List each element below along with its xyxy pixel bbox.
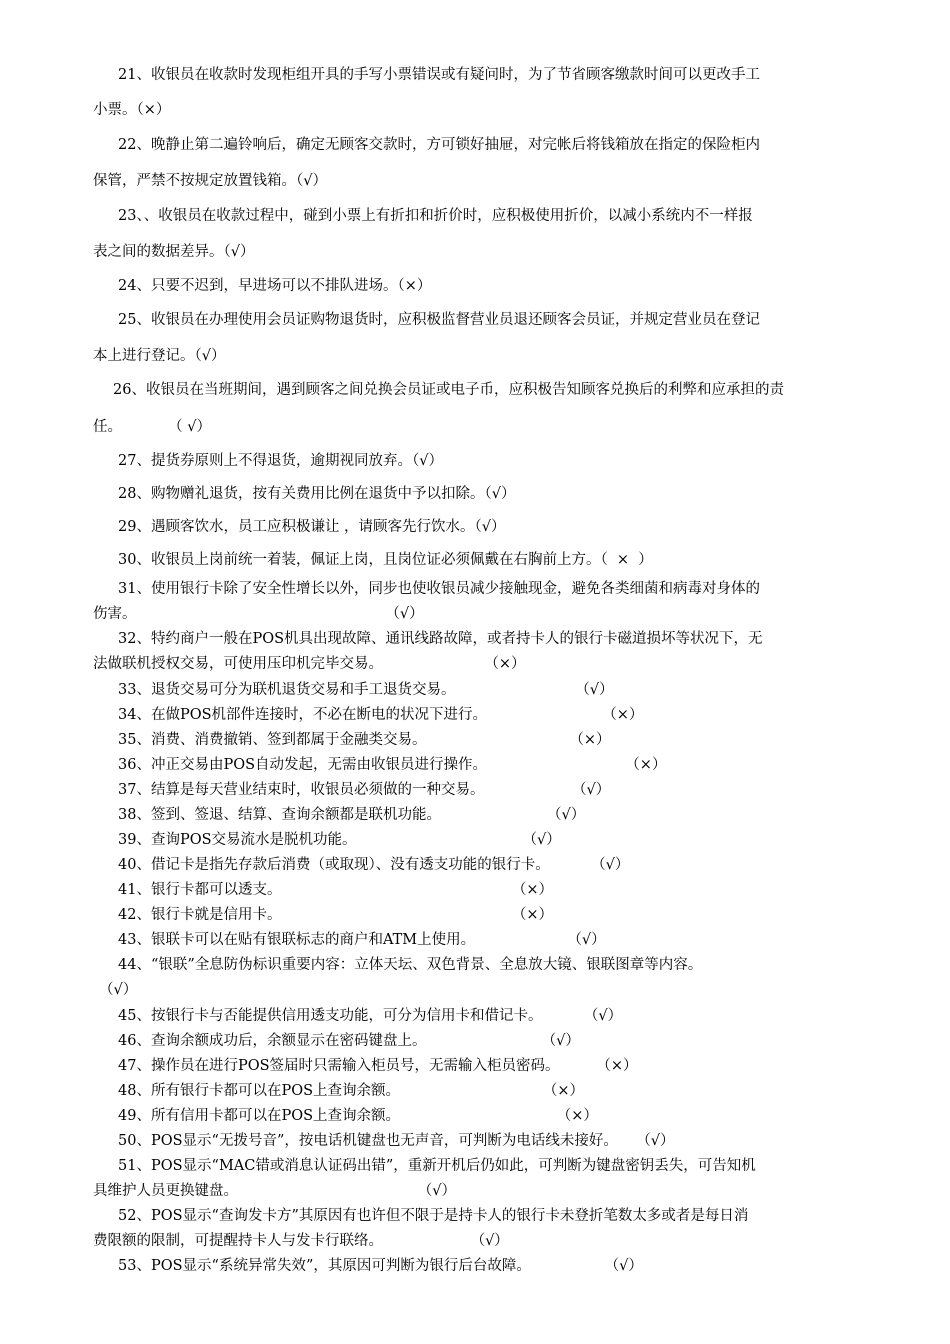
question-line: 36、冲正交易由POS自动发起，无需由收银员进行操作。 （×） xyxy=(118,757,667,773)
question-line: 52、POS显示“查询发卡方”其原因有也许但不限于是持卡人的银行卡未登折笔数太多或者是每日消 xyxy=(118,1208,749,1224)
question-line: 31、使用银行卡除了安全性增长以外，同步也使收银员减少接触现金，避免各类细菌和病毒对身体的 xyxy=(118,581,760,597)
question-line: 任。 （ √） xyxy=(93,419,211,435)
question-line: 48、所有银行卡都可以在POS上查询余额。 （×） xyxy=(118,1083,585,1099)
question-line: 33、退货交易可分为联机退货交易和手工退货交易。 （√） xyxy=(118,682,614,698)
question-line: 44、“银联”全息防伪标识重要内容：立体天坛、双色背景、全息放大镜、银联图章等内容。 xyxy=(118,957,703,973)
question-line: 保管，严禁不按规定放置钱箱。（√） xyxy=(93,173,327,189)
question-line: 本上进行登记。（√） xyxy=(93,348,226,364)
question-line: 39、查询POS交易流水是脱机功能。 （√） xyxy=(118,832,561,848)
question-line: 22、晚静止第二遍铃响后，确定无顾客交款时，方可锁好抽屉，对完帐后将钱箱放在指定的保险柜内 xyxy=(118,137,760,153)
question-line: 45、按银行卡与否能提供信用透支功能，可分为信用卡和借记卡。 （√） xyxy=(118,1008,623,1024)
question-line: 表之间的数据差异。（√） xyxy=(93,244,255,260)
question-line: 28、购物赠礼退货，按有关费用比例在退货中予以扣除。（√） xyxy=(118,486,516,502)
question-line: 小票。（×） xyxy=(93,102,171,118)
question-line: 伤害。 （√） xyxy=(93,606,424,622)
question-line: 25、收银员在办理使用会员证购物退货时，应积极监督营业员退还顾客会员证，并规定营业员在登记 xyxy=(118,312,760,328)
question-line: 49、所有信用卡都可以在POS上查询余额。 （×） xyxy=(118,1108,598,1124)
question-line: 46、查询余额成功后，余额显示在密码键盘上。 （√） xyxy=(118,1033,580,1049)
question-line: 32、特约商户一般在POS机具出现故障、通讯线路故障，或者持卡人的银行卡磁道损坏等状况下，无 xyxy=(118,631,763,647)
question-line: 具维护人员更换键盘。 （√） xyxy=(93,1183,456,1199)
question-line: 法做联机授权交易，可使用压印机完毕交易。 （×） xyxy=(93,656,526,672)
question-line: 43、银联卡可以在贴有银联标志的商户和ATM上使用。 （√） xyxy=(118,932,606,948)
question-line: 24、只要不迟到，早进场可以不排队进场。（×） xyxy=(118,278,432,294)
question-line: 50、POS显示“无拨号音”，按电话机键盘也无声音，可判断为电话线未接好。 （√） xyxy=(118,1133,675,1149)
question-line: （√） xyxy=(99,982,138,998)
question-line: 29、遇顾客饮水，员工应积极谦让 ，请顾客先行饮水。（√） xyxy=(118,519,506,535)
question-line: 21、收银员在收款时发现柜组开具的手写小票错误或有疑问时，为了节省顾客缴款时间可以更改手工 xyxy=(118,67,760,83)
question-line: 53、POS显示“系统异常失效”，其原因可判断为银行后台故障。 （√） xyxy=(118,1258,643,1274)
question-line: 51、POS显示“MAC错或消息认证码出错”，重新开机后仍如此，可判断为键盘密钥丢失，可告知机 xyxy=(118,1158,756,1174)
question-line: 23、、收银员在收款过程中，碰到小票上有折扣和折价时，应积极使用折价，以减小系统内不一样报 xyxy=(118,208,753,224)
question-line: 47、操作员在进行POS签届时只需输入柜员号，无需输入柜员密码。 （×） xyxy=(118,1058,638,1074)
question-line: 35、消费、消费撤销、签到都属于金融类交易。 （×） xyxy=(118,732,611,748)
question-line: 30、收银员上岗前统一着装，佩证上岗，且岗位证必须佩戴在右胸前上方。（ × ） xyxy=(118,552,653,568)
question-line: 26、收银员在当班期间，遇到顾客之间兑换会员证或电子币，应积极告知顾客兑换后的利弊和应承担的责 xyxy=(113,382,784,398)
question-line: 34、在做POS机部件连接时，不必在断电的状况下进行。 （×） xyxy=(118,707,644,723)
question-line: 38、签到、签退、结算、查询余额都是联机功能。 （√） xyxy=(118,807,586,823)
question-line: 41、银行卡都可以透支。 （×） xyxy=(118,882,554,898)
question-line: 费限额的限制，可提醒持卡人与发卡行联络。 （√） xyxy=(93,1233,509,1249)
question-line: 42、银行卡就是信用卡。 （×） xyxy=(118,907,554,923)
question-line: 40、借记卡是指先存款后消费（或取现）、没有透支功能的银行卡。 （√） xyxy=(118,857,630,873)
question-line: 37、结算是每天营业结束时，收银员必须做的一种交易。 （√） xyxy=(118,782,611,798)
question-line: 27、提货券原则上不得退货，逾期视同放弃。（√） xyxy=(118,453,443,469)
